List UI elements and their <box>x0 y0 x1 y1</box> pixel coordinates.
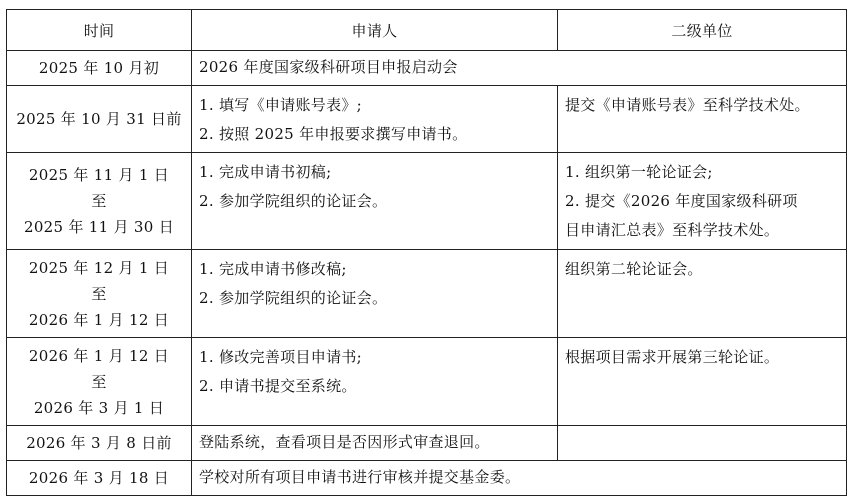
time-text: 2025 年 12 月 1 日 <box>28 258 170 277</box>
time-text: 至 <box>91 372 107 391</box>
schedule-table-wrapper <box>6 9 847 496</box>
unit-cell <box>558 153 847 250</box>
applicant-text: 登陆系统，查看项目是否因形式审查退回。 <box>199 433 490 451</box>
unit-cell <box>558 86 847 153</box>
table-row <box>7 426 847 461</box>
schedule-table <box>6 9 847 496</box>
time-cell <box>7 153 192 250</box>
table-row <box>7 86 847 153</box>
time-text: 2025 年 11 月 1 日 <box>28 166 170 184</box>
applicant-text: 2026 年度国家级科研项目申报启动会 <box>199 58 458 76</box>
unit-cell <box>558 250 847 338</box>
applicant-text: 2. 参加学院组织的论证会。 <box>199 192 388 210</box>
applicant-text: 1. 完成申请书初稿; <box>199 163 332 181</box>
applicant-cell <box>192 338 558 426</box>
unit-text: 2. 提交《2026 年度国家级科研项 <box>565 192 798 210</box>
unit-text: 根据项目需求开展第三轮论证。 <box>565 348 780 366</box>
time-text: 2026 年 3 月 8 日前 <box>26 434 172 452</box>
time-text: 2025 年 10 月初 <box>38 59 160 77</box>
header-applicant: 申请人 <box>192 10 558 51</box>
unit-text: 目申请汇总表》至科学技术处。 <box>565 221 780 239</box>
table-row <box>7 51 847 86</box>
unit-text: 提交《申请账号表》至科学技术处。 <box>565 96 810 114</box>
time-cell <box>7 426 192 461</box>
time-text: 2026 年 1 月 12 日 <box>28 346 170 365</box>
applicant-text: 1. 填写《申请账号表》; <box>199 96 363 114</box>
header-secondary-unit: 二级单位 <box>558 10 847 51</box>
applicant-cell <box>192 461 847 496</box>
unit-cell <box>558 426 847 461</box>
unit-text: 1. 组织第一轮论证会; <box>565 163 713 181</box>
applicant-text: 1. 修改完善项目申请书; <box>199 348 363 366</box>
time-text: 2025 年 10 月 31 日前 <box>16 110 182 128</box>
time-cell <box>7 86 192 153</box>
applicant-cell <box>192 86 558 153</box>
table-row <box>7 338 847 426</box>
table-row <box>7 250 847 338</box>
time-text: 2026 年 1 月 12 日 <box>28 310 170 329</box>
time-text: 2026 年 3 月 1 日 <box>33 398 165 417</box>
applicant-cell <box>192 426 558 461</box>
time-text: 至 <box>91 284 107 303</box>
time-cell <box>7 51 192 86</box>
applicant-cell <box>192 153 558 250</box>
applicant-text: 2. 参加学院组织的论证会。 <box>199 289 388 307</box>
applicant-text: 1. 完成申请书修改稿; <box>199 260 347 278</box>
time-cell <box>7 250 192 338</box>
applicant-cell <box>192 51 847 86</box>
table-row <box>7 461 847 496</box>
unit-cell <box>558 338 847 426</box>
applicant-cell <box>192 250 558 338</box>
time-text: 2025 年 11 月 30 日 <box>24 218 174 236</box>
time-cell <box>7 338 192 426</box>
time-text: 至 <box>91 192 107 210</box>
time-text: 2026 年 3 月 18 日 <box>28 469 170 487</box>
time-cell <box>7 461 192 496</box>
applicant-text: 2. 按照 2025 年申报要求撰写申请书。 <box>199 125 468 143</box>
unit-text: 组织第二轮论证会。 <box>565 260 703 278</box>
header-time: 时间 <box>7 10 192 51</box>
applicant-text: 学校对所有项目申请书进行审核并提交基金委。 <box>199 468 521 486</box>
header-row <box>7 10 847 51</box>
applicant-text: 2. 申请书提交至系统。 <box>199 377 357 395</box>
table-row <box>7 153 847 250</box>
